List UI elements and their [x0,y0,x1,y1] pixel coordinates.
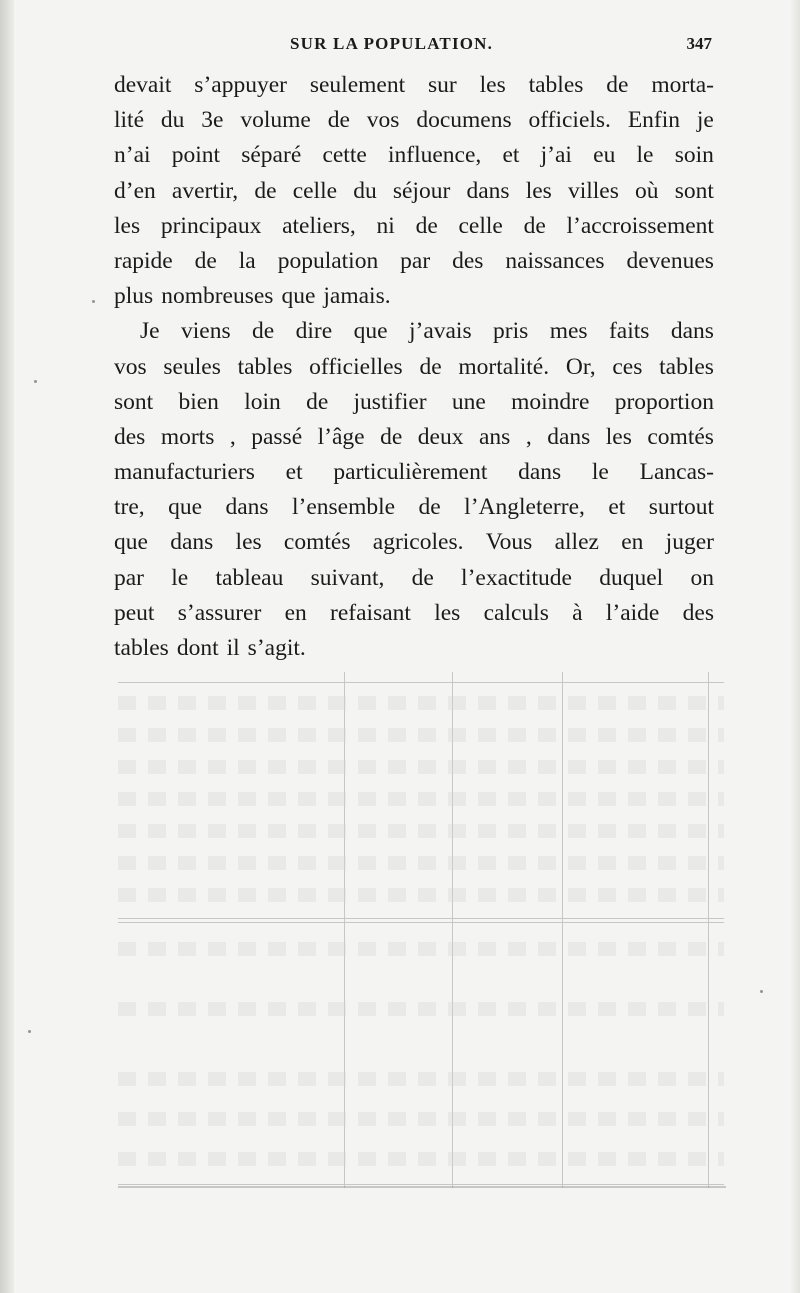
word: ateliers, [282,212,356,239]
word: moindre [511,388,590,415]
word: deux [417,423,464,450]
word: morts [160,423,215,450]
paper-speck [92,300,95,303]
word: seules [163,353,221,380]
word: et [608,494,626,521]
word: duquel [599,564,664,591]
word: Je [140,318,160,345]
paper-speck [34,380,37,383]
word: 3e [201,107,224,134]
word: soin [674,142,714,169]
word: dans [170,529,214,556]
word: et [285,459,303,486]
word: sur [428,72,457,98]
word: Enfin [627,107,681,134]
word: seulement [309,72,406,98]
word: que [114,529,148,556]
word: le [591,459,609,486]
page-binding-edge [0,0,14,1293]
word: loin [244,388,281,415]
word: dans [518,459,562,486]
word: le [636,142,654,169]
word: dans [466,177,510,204]
word: de [523,212,546,239]
word: tables [237,353,293,380]
word: s’appuyer [194,72,287,98]
word: Lancas- [639,459,714,486]
text-line [114,561,714,596]
word: séjour [392,177,451,204]
word: n’ai [114,142,151,169]
word: de [411,564,434,591]
word: on [690,564,714,591]
word: ces [612,353,643,380]
word: naissances [505,247,605,274]
word: morta- [651,72,714,98]
word: tables [114,635,169,661]
word: eu [593,142,616,169]
word: une [451,388,486,415]
word: celle [292,177,338,204]
word: officielles [309,353,403,380]
word: tables [659,353,714,380]
word: j’ai [540,142,572,169]
word: proportion [614,388,714,415]
word: de [419,353,442,380]
word: calculs [483,599,549,626]
word: que [281,283,316,310]
word: comtés [647,423,714,450]
text-line [114,385,714,420]
word: passé [251,423,303,450]
word: de [606,72,629,98]
word: du [160,107,185,134]
word: l’âge [317,423,365,450]
word: les [434,599,461,626]
page-header [120,34,712,62]
text-line [114,350,714,385]
word: l’exactitude [461,564,572,591]
word: les [525,177,552,204]
word: l’aide [605,599,660,626]
page-number: 347 [686,34,712,53]
word: rapide [114,247,173,274]
word: les [114,212,141,239]
page-right-edge [790,0,800,1293]
paper-speck [28,1030,31,1033]
word: de [254,177,277,204]
word: ans [478,423,511,450]
text-line [114,420,714,455]
word: population [277,247,379,274]
word: des [114,423,146,450]
word: de [327,107,350,134]
word: suivant, [310,564,385,591]
word: mes [549,318,588,345]
word: sont [114,388,154,415]
word: de [194,247,217,274]
word: devait [114,72,172,98]
word: Or, [565,353,596,380]
text-line [114,525,714,560]
word: jamais. [323,283,391,310]
word: villes [567,177,619,204]
word: s’agit. [247,635,306,661]
bottom-rule [118,1186,726,1188]
word: de [415,212,438,239]
word: l’Angleterre, [464,494,585,521]
word: en [621,529,644,556]
bleed-through-table [118,672,724,1188]
word: justifier [353,388,427,415]
word: l’accroissement [566,212,714,239]
word: de [418,494,441,521]
word: lité [114,107,145,134]
text-line [114,455,714,490]
word: nombreuses [161,283,274,310]
text-line [114,314,714,349]
running-title: SUR LA POPULATION. [290,34,494,53]
word: séparé [241,142,302,169]
word: particulièrement [333,459,488,486]
word: dans [670,318,714,345]
word: influence, [387,142,482,169]
word: j’avais [408,318,472,345]
word: il [226,635,240,661]
text-line [114,490,714,525]
word: agricoles. [372,529,464,556]
word: devenues [626,247,714,274]
word: les [235,529,262,556]
word: faits [608,318,650,345]
word: à [572,599,583,626]
word: plus [114,283,154,310]
word: principaux [160,212,262,239]
word: dans [225,494,269,521]
word: je [696,107,714,134]
word: point [171,142,221,169]
text-line [114,279,714,314]
word: manufacturiers [114,459,255,486]
text-line [114,174,714,209]
word: tre, [114,494,145,521]
word: les [605,423,632,450]
word: sont [674,177,714,204]
text-line [114,103,714,138]
word: dans [547,423,591,450]
word: tableau [215,564,284,591]
word: que [353,318,388,345]
word: pris [493,318,529,345]
word: , [229,423,236,450]
word: ni [376,212,395,239]
word: dont [176,635,219,661]
word: Vous [485,529,533,556]
word: peut [114,599,155,626]
body-text [114,68,714,666]
word: mortalité. [458,353,550,380]
word: volume [240,107,311,134]
word: la [238,247,256,274]
word: de [306,388,329,415]
word: vos [366,107,400,134]
word: allez [554,529,599,556]
word: avertir, [171,177,239,204]
word: de [380,423,403,450]
text-line [114,68,714,103]
word: par [400,247,431,274]
word: tables [528,72,584,98]
word: s’assurer [177,599,262,626]
word: et [502,142,520,169]
word: dire [295,318,333,345]
word: des [682,599,714,626]
text-line [114,244,714,279]
word: l’ensemble [292,494,396,521]
word: d’en [114,177,156,204]
text-line [114,138,714,173]
word: cette [322,142,367,169]
word: bien [178,388,219,415]
word: officiels. [528,107,611,134]
word: , [525,423,532,450]
word: juger [665,529,714,556]
word: viens [181,318,231,345]
word: vos [114,353,147,380]
word: surtout [648,494,714,521]
word: de [252,318,275,345]
word: où [635,177,659,204]
word: comtés [283,529,351,556]
word: par [114,564,145,591]
word: le [171,564,189,591]
word: des [452,247,484,274]
paper-speck [760,990,763,993]
word: en [284,599,307,626]
word: les [479,72,506,98]
text-line [114,596,714,631]
word: refaisant [330,599,411,626]
text-line [114,631,714,666]
text-line [114,209,714,244]
word: documens [416,107,512,134]
word: que [168,494,203,521]
word: celle [458,212,503,239]
word: du [353,177,377,204]
